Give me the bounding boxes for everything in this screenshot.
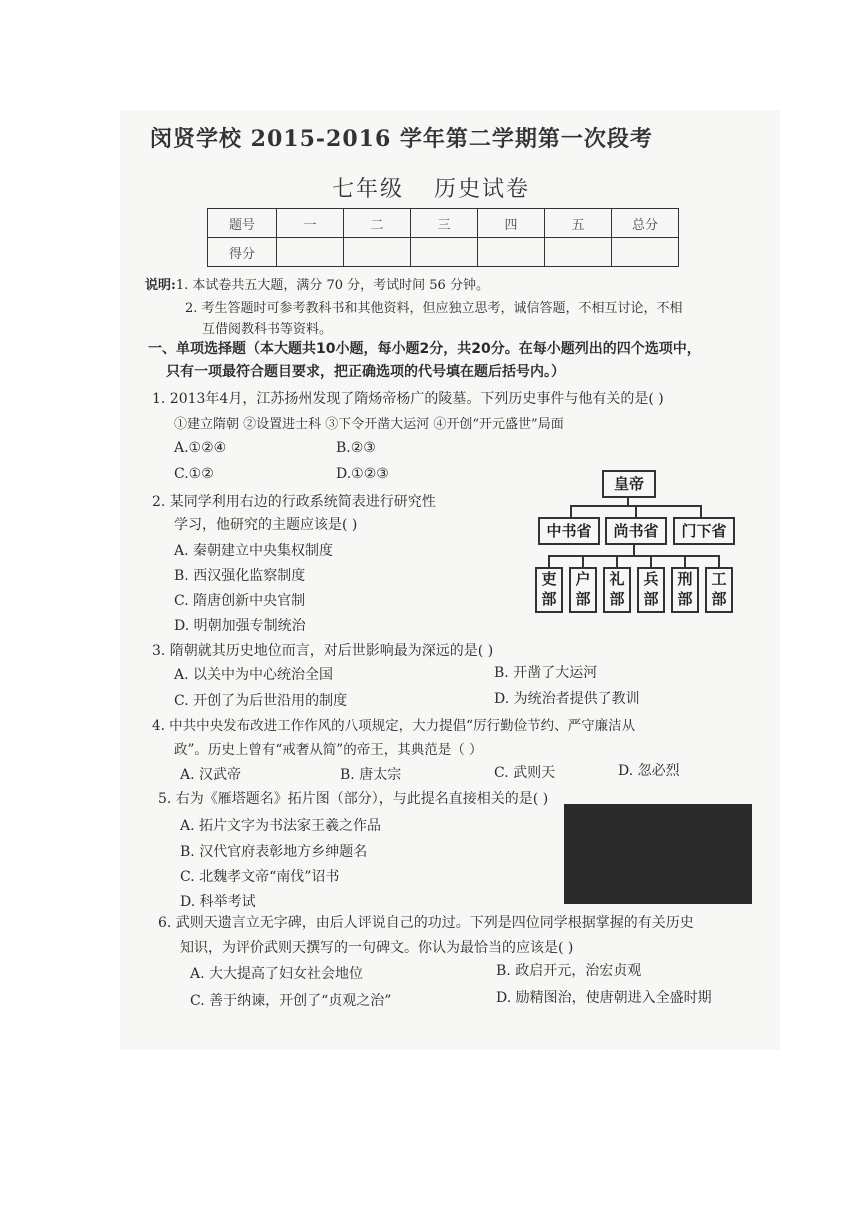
question-2-stem: 2. 某同学利用右边的行政系统简表进行研究性 — [152, 494, 436, 510]
question-1-stem: 1. 2013年4月，江苏扬州发现了隋炀帝杨广的陵墓。下列历史事件与他有关的是( ) — [152, 391, 664, 407]
connector-line — [700, 505, 702, 517]
column-header: 四 — [478, 209, 545, 238]
question-6-option-b[interactable]: B. 政启开元，治宏贞观 — [496, 963, 642, 979]
grade-label: 七年级 — [332, 177, 405, 202]
exam-subtitle — [332, 172, 530, 203]
row-label: 得分 — [208, 238, 277, 267]
menxia-box: 门下省 — [673, 517, 735, 545]
column-header: 三 — [411, 209, 478, 238]
question-6-option-a[interactable]: A. 大大提高了妇女社会地位 — [190, 966, 364, 982]
question-4-option-b[interactable]: B. 唐太宗 — [340, 767, 402, 783]
question-3-option-a[interactable]: A. 以关中为中心统治全国 — [174, 667, 334, 683]
column-header: 总分 — [612, 209, 679, 238]
rubbing-image — [564, 804, 752, 904]
connector-line — [582, 555, 584, 567]
question-5-option-c[interactable]: C. 北魏孝文帝“南伐”诏书 — [180, 869, 340, 885]
ministry-rites: 礼 部 — [603, 567, 631, 613]
connector-line — [616, 555, 618, 567]
instructions-line-3: 互借阅教科书等资料。 — [202, 322, 333, 337]
shangshu-box: 尚书省 — [605, 517, 667, 545]
question-5-stem: 5. 右为《雁塔题名》拓片图（部分），与此提名直接相关的是( ) — [158, 791, 549, 807]
question-5-option-a[interactable]: A. 拓片文字为书法家王羲之作品 — [180, 818, 382, 834]
connector-line — [570, 505, 572, 517]
question-1-items: ①建立隋朝 ②设置进士科 ③下令开凿大运河 ④开创“开元盛世”局面 — [174, 417, 564, 432]
subject-label: 历史试卷 — [434, 177, 531, 202]
column-header: 五 — [545, 209, 612, 238]
emperor-box: 皇帝 — [602, 470, 656, 498]
connector-line — [633, 543, 635, 555]
question-3-stem: 3. 隋朝就其历史地位而言，对后世影响最为深远的是( ) — [152, 643, 494, 659]
score-cell[interactable] — [277, 238, 344, 267]
question-4-option-c[interactable]: C. 武则天 — [494, 765, 556, 781]
question-6-stem: 6. 武则天遗言立无字碑，由后人评说自己的功过。下列是四位同学根据掌握的有关历史 — [158, 915, 694, 931]
question-5-option-b[interactable]: B. 汉代官府表彰地方乡绅题名 — [180, 844, 368, 860]
question-4-stem: 4. 中共中央发布改进工作作风的八项规定，大力提倡“厉行勤俭节约、严守廉洁从 — [152, 718, 636, 734]
question-2-option-a[interactable]: A. 秦朝建立中央集权制度 — [174, 543, 334, 559]
connector-line — [684, 555, 686, 567]
ministry-works: 工 部 — [705, 567, 733, 613]
score-cell[interactable] — [344, 238, 411, 267]
question-2-option-d[interactable]: D. 明朝加强专制统治 — [174, 618, 306, 634]
ministry-revenue: 户 部 — [569, 567, 597, 613]
question-1-option-a[interactable]: A.①②④ — [174, 440, 227, 456]
section1-heading: 一、单项选择题（本大题共10小题，每小题2分，共20分。在每小题列出的四个选项中， — [148, 341, 701, 357]
score-table-score-row — [208, 238, 679, 267]
ministry-personnel: 吏 部 — [535, 567, 563, 613]
question-2-option-c[interactable]: C. 隋唐创新中央官制 — [174, 593, 306, 609]
question-4-option-d[interactable]: D. 忽必烈 — [618, 763, 680, 779]
score-cell[interactable] — [545, 238, 612, 267]
instructions-line-1: 说明:1. 本试卷共五大题，满分 70 分，考试时间 56 分钟。 — [145, 278, 489, 293]
connector-line — [548, 555, 550, 567]
question-6-option-d[interactable]: D. 励精图治，使唐朝进入全盛时期 — [496, 990, 712, 1006]
score-cell[interactable] — [612, 238, 679, 267]
school-title: 闵贤学校 2015-2016 学年第二学期第一次段考 — [150, 126, 653, 152]
zhongshu-box: 中书省 — [538, 517, 600, 545]
score-cell[interactable] — [478, 238, 545, 267]
question-6-stem-cont: 知识，为评价武则天撰写的一句碑文。你认为最恰当的应该是( ) — [180, 940, 574, 956]
score-table — [207, 208, 679, 267]
question-5-option-d[interactable]: D. 科举考试 — [180, 894, 256, 910]
connector-line — [650, 555, 652, 567]
row-label: 题号 — [208, 209, 277, 238]
connector-line — [548, 555, 718, 557]
question-3-option-c[interactable]: C. 开创了为后世沿用的制度 — [174, 693, 348, 709]
column-header: 一 — [277, 209, 344, 238]
section1-heading-cont: 只有一项最符合题目要求，把正确选项的代号填在题后括号内。） — [166, 364, 565, 380]
question-2-option-b[interactable]: B. 西汉强化监察制度 — [174, 568, 306, 584]
score-cell[interactable] — [411, 238, 478, 267]
question-2-stem-cont: 学习，他研究的主题应该是( ) — [174, 517, 358, 533]
score-table-header-row — [208, 209, 679, 238]
question-6-option-c[interactable]: C. 善于纳谏，开创了“贞观之治” — [190, 993, 392, 1009]
connector-line — [635, 505, 637, 517]
question-1-option-b[interactable]: B.②③ — [336, 440, 376, 456]
ministry-justice: 刑 部 — [671, 567, 699, 613]
question-4-option-a[interactable]: A. 汉武帝 — [180, 767, 242, 783]
question-1-option-c[interactable]: C.①② — [174, 466, 214, 482]
question-3-option-b[interactable]: B. 开凿了大运河 — [494, 665, 598, 681]
question-3-option-d[interactable]: D. 为统治者提供了教训 — [494, 691, 640, 707]
instructions-line-2: 2. 考生答题时可参考教科书和其他资料，但应独立思考，诚信答题，不相互讨论，不相 — [185, 301, 683, 316]
ministry-war: 兵 部 — [637, 567, 665, 613]
question-1-option-d[interactable]: D.①②③ — [336, 466, 389, 482]
question-4-stem-cont: 政”。历史上曾有“戒奢从简”的帝王，其典范是（ ） — [174, 742, 483, 758]
column-header: 二 — [344, 209, 411, 238]
instructions-label: 说明: — [145, 278, 176, 293]
connector-line — [718, 555, 720, 567]
